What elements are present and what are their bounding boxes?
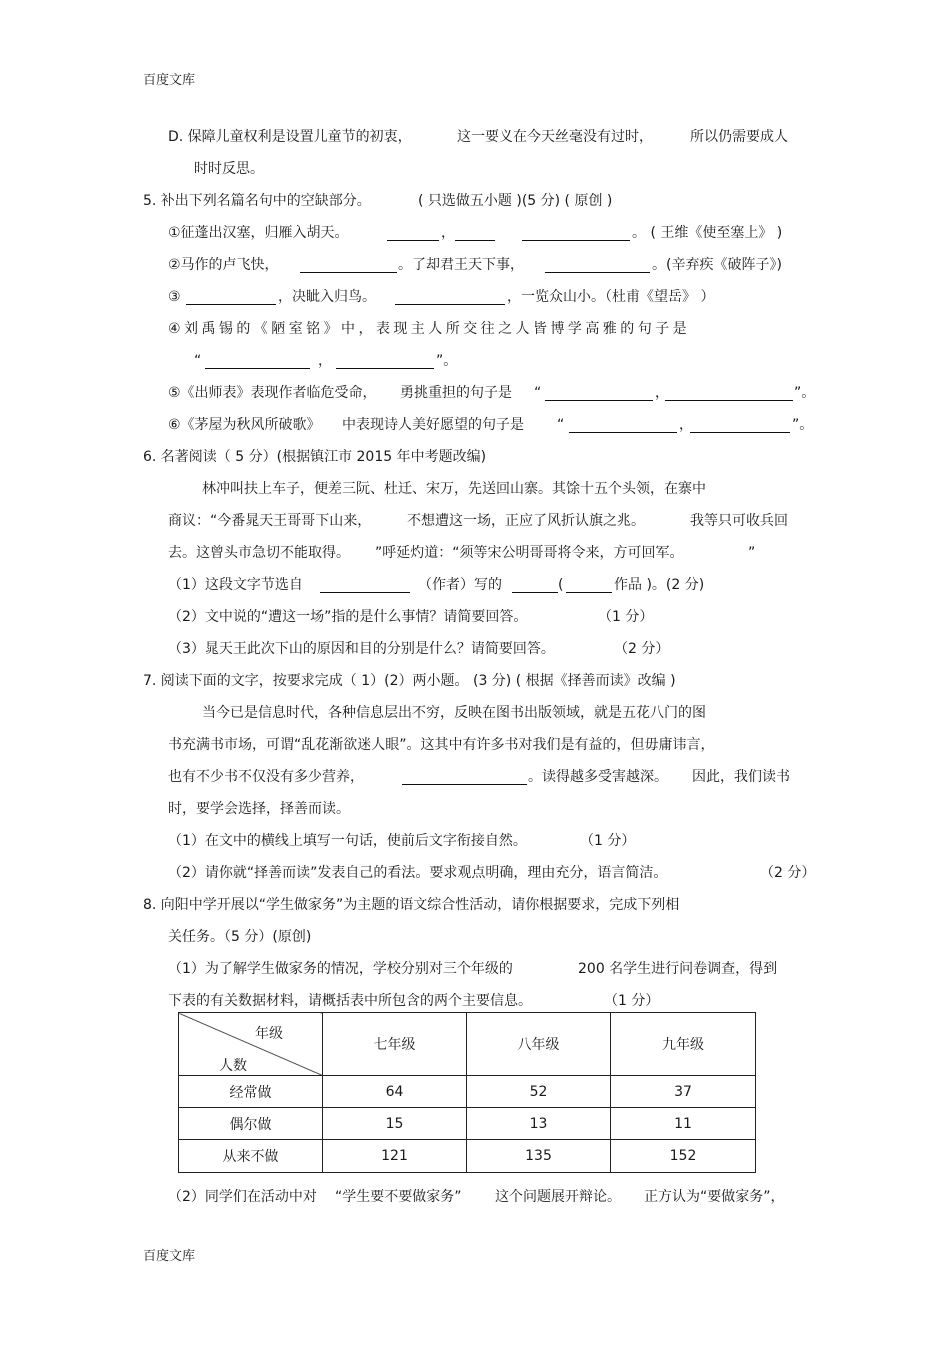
quote-close: ”。 [436,353,458,369]
row-axis-label: 人数 [219,1058,247,1074]
q7-sub2-score: （2 分） [760,865,816,881]
table-cell: 37 [611,1076,756,1108]
column-header: 八年级 [467,1013,611,1076]
q7-passage-line2: 书充满书市场，可谓“乱花渐欲迷人眼”。这其中有许多书对我们是有益的，但毋庸讳言， [168,737,715,753]
table-cell: 13 [467,1108,611,1140]
column-header: 七年级 [323,1013,467,1076]
q7-passage-line3a: 也有不少书不仅没有多少营养， [168,769,364,785]
q5-line5-text: ⑤《出师表》表现作者临危受命， [168,385,377,401]
blank[interactable] [387,226,439,241]
q5-title: 5. 补出下列名篇名句中的空缺部分。 [143,193,371,209]
q7-title: 7. 阅读下面的文字，按要求完成（ 1）(2）两小题。 (3 分) ( 根据《择善而读》改编 ) [143,673,676,689]
quote-open: “ [557,417,565,433]
q6-sub1-a: （1）这段文字节选自 [168,577,303,593]
q8-sub1-a: （1）为了解学生做家务的情况，学校分别对三个年级的 [168,961,513,977]
blank[interactable] [320,578,410,593]
blank[interactable] [455,226,495,241]
q6-sub3: （3）晁天王此次下山的原因和目的分别是什么？请简要回答。 [168,641,555,657]
column-header: 九年级 [611,1013,756,1076]
q7-sub2: （2）请你就“择善而读”发表自己的看法。要求观点明确，理由充分，语言简洁。 [168,865,668,881]
row-header: 经常做 [179,1076,323,1108]
blank[interactable] [205,354,310,369]
comma: ， [679,417,693,433]
comma: ， [318,353,332,369]
column-axis-label: 年级 [255,1026,283,1042]
q6-sub2: （2）文中说的“遭这一场”指的是什么事情？请简要回答。 [168,609,528,625]
option-d-part3: 所以仍需要成人 [690,129,788,145]
blank[interactable] [545,386,653,401]
q6-passage-line3c: ” [748,545,756,561]
q6-passage-line2c: 我等只可收兵回 [690,513,788,529]
blank[interactable] [395,290,505,305]
q8-title: 8. 向阳中学开展以“学生做家务”为主题的语文综合性活动，请你根据要求，完成下列相 [143,897,680,913]
q6-passage-line2a: 商议：“今番晁天王哥哥下山来， [168,513,372,529]
q8-sub2-d: 正方认为“要做家务”， [644,1189,785,1205]
blank[interactable] [545,258,650,273]
option-d-part1: D. 保障儿童权利是设置儿童节的初衷， [168,129,412,145]
table-cell: 121 [323,1140,467,1173]
row-header: 从来不做 [179,1140,323,1173]
q5-line6-mid: 中表现诗人美好愿望的句子是 [342,417,524,433]
q5-line3-source: ，一览众山小。（杜甫《望岳》 ） [507,289,715,305]
q7-passage-line3c: 因此，我们读书 [692,769,790,785]
table-cell: 135 [467,1140,611,1173]
blank[interactable] [665,386,793,401]
q8-sub2-c: 这个问题展开辩论。 [495,1189,621,1205]
table-cell: 152 [611,1140,756,1173]
blank[interactable] [186,290,276,305]
q7-passage-line1: 当今已是信息时代，各种信息层出不穷，反映在图书出版领域，就是五花八门的图 [202,705,706,721]
q7-passage-line4: 时，要学会选择，择善而读。 [168,801,350,817]
q5-line4: ④ 刘 禹 锡 的 《 陋 室 铭 》 中 ， 表 现 主 人 所 交 往 之 人 皆 博 学 高 雅 的 句 子 是 [168,321,687,337]
page-footer: 百度文库 [143,1249,196,1264]
q7-sub1: （1）在文中的横线上填写一句话，使前后文字衔接自然。 [168,833,527,849]
option-d-line2: 时时反思。 [194,161,264,177]
q6-sub2-score: （1 分） [598,609,654,625]
option-d-part2: 这一要义在今天丝毫没有过时， [457,129,653,145]
q6-passage-line3a: 去。这曾头市急切不能取得。 [168,545,350,561]
q5-line1-text: ①征蓬出汉塞，归雁入胡天。 [168,225,349,241]
q5-line2-source: 。(辛弃疾《破阵子》) [652,257,782,273]
q8-sub1-c: 下表的有关数据材料，请概括表中所包含的两个主要信息。 [168,993,532,1009]
blank[interactable] [336,354,434,369]
table-corner-cell [179,1013,323,1076]
q6-sub1-c: ( [558,577,564,593]
q5-line5-mid: 勇挑重担的句子是 [400,385,512,401]
blank[interactable] [522,226,630,241]
quote-open: “ [194,353,202,369]
comma: ， [655,385,669,401]
q5-line2-mid: 。了却君王天下事， [398,257,524,273]
blank[interactable] [512,578,558,593]
q7-sub1-score: （1 分） [580,833,636,849]
survey-table [178,1012,756,1173]
page-header: 百度文库 [143,73,196,88]
q5-note: ( 只选做五小题 )(5 分) ( 原创 ) [418,193,613,209]
blank[interactable] [569,418,677,433]
q6-sub3-score: （2 分） [614,641,670,657]
table-cell: 11 [611,1108,756,1140]
table-cell: 15 [323,1108,467,1140]
quote-open: “ [534,385,542,401]
blank[interactable] [300,258,397,273]
table-cell: 52 [467,1076,611,1108]
q5-line1-source: 。 ( 王维《使至塞上》 ) [632,225,783,241]
blank[interactable] [690,418,790,433]
q7-passage-line3b: 。读得越多受害越深。 [528,769,668,785]
q8-sub2-b: “学生要不要做家务” [335,1189,462,1205]
blank[interactable] [566,578,612,593]
quote-close: ”。 [792,417,814,433]
q6-title: 6. 名著阅读（ 5 分）(根据镇江市 2015 年中考题改编) [143,449,487,465]
quote-close: ”。 [794,385,816,401]
q6-passage-line2b: 不想遭这一场，正应了风折认旗之兆。 [407,513,645,529]
q6-sub1-d: 作品 )。(2 分) [614,577,705,593]
q5-line1-comma: ， [441,225,455,241]
q8-title-line2: 关任务。（5 分）(原创) [168,929,312,945]
q6-passage-line3b: ”呼延灼道：“须等宋公明哥哥将令来，方可回军。 [375,545,684,561]
q6-passage-line1: 林冲叫扶上车子，便差三阮、杜迁、宋万，先送回山寨。其馀十五个头领，在寨中 [202,481,706,497]
q5-line3-mid: ，决眦入归鸟。 [278,289,376,305]
q8-sub2-a: （2）同学们在活动中对 [168,1189,317,1205]
row-header: 偶尔做 [179,1108,323,1140]
table-cell: 64 [323,1076,467,1108]
blank[interactable] [402,770,527,785]
q5-line2-text: ②马作的卢飞快， [168,257,279,273]
q6-sub1-b: （作者）写的 [418,577,502,593]
q8-sub1-score: （1 分） [604,993,660,1009]
q8-sub1-b: 200 名学生进行问卷调查，得到 [578,961,778,977]
q5-line3-num: ③ [168,289,181,305]
q5-line6-text: ⑥《茅屋为秋风所破歌》 [168,417,321,433]
